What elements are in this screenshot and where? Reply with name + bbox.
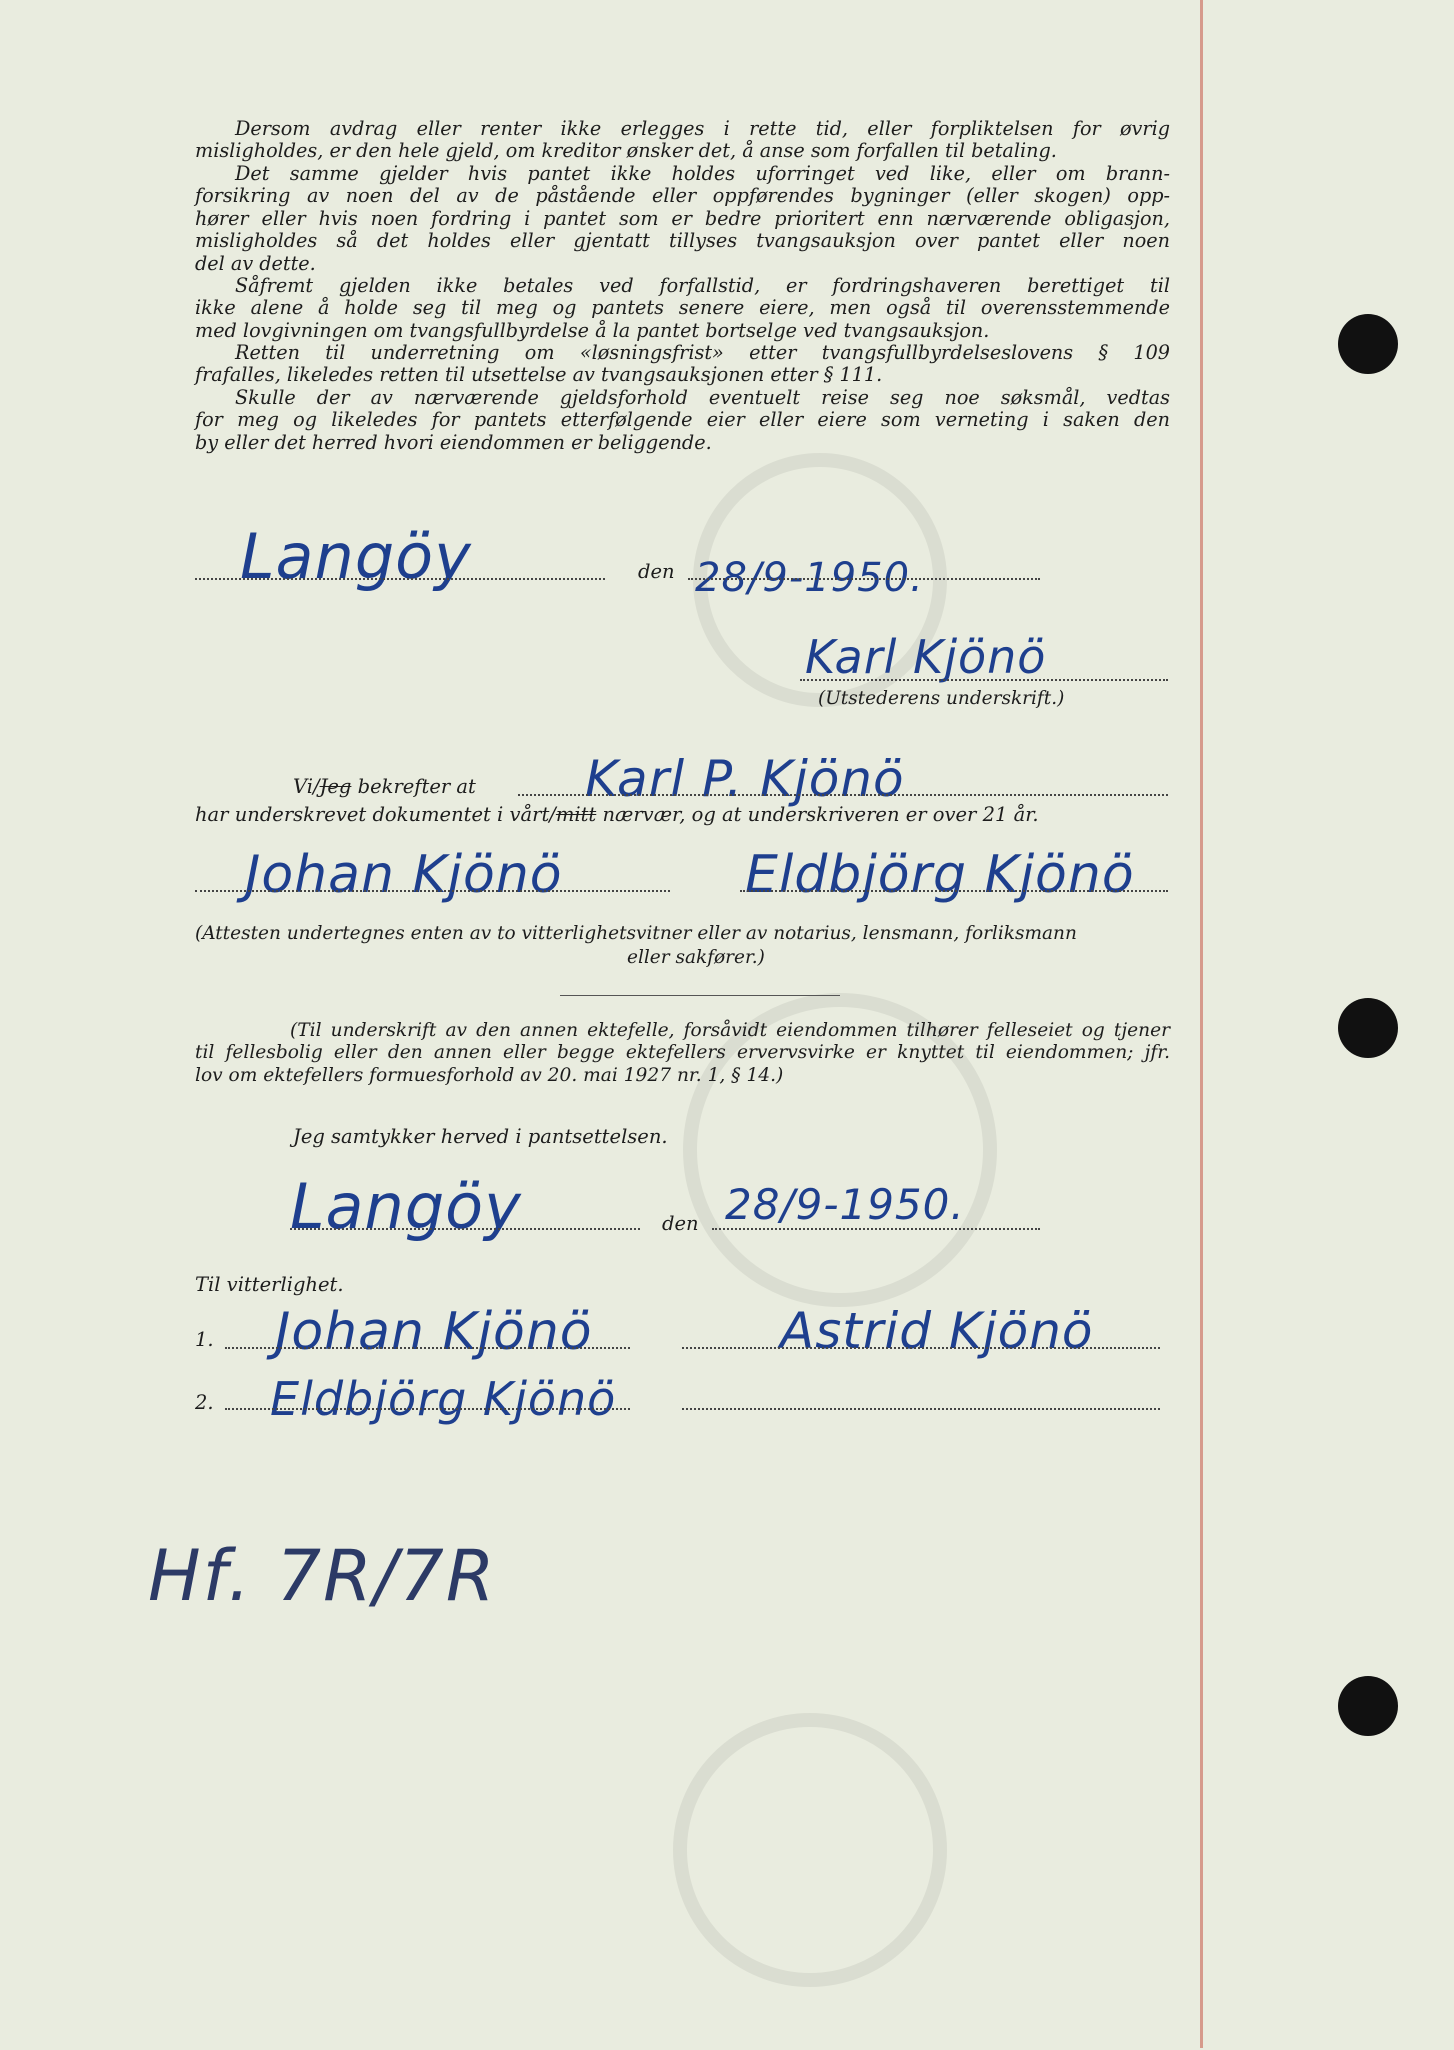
text-line: misligholdes så det holdes eller gjentatt tillyses tvangsauksjon over pantet eller noen — [195, 229, 1170, 253]
paragraph-default — [195, 118, 1170, 163]
til-vitterlighet-label: Til vitterlighet. — [195, 1273, 344, 1296]
vi-label: Vi — [293, 775, 313, 798]
witness-intro: Vi/Jeg bekrefter at — [293, 775, 476, 798]
issuer-signature: Karl Kjönö — [805, 630, 1047, 684]
consent-witness-blank-dotted-line — [682, 1408, 1160, 1410]
issuer-date-handwritten: 28/9-1950. — [695, 555, 924, 601]
punch-hole-middle — [1338, 998, 1398, 1058]
text-line: misligholdes, er den hele gjeld, om kreditor ønsker det, å anse som forfallen til betaling. — [195, 139, 1057, 163]
text-line: del av dette. — [195, 251, 316, 275]
consent-witness1-dotted-line — [225, 1347, 630, 1349]
section-separator — [560, 995, 840, 996]
text-line: ikke alene å holde seg til meg og pantets senere eiere, men også til overensstemmende — [195, 296, 1170, 320]
consent-witness2-dotted-line — [225, 1408, 630, 1410]
spouse-note — [195, 1020, 1170, 1087]
text-line: Såfremt gjelden ikke betales ved forfallstid, er fordringshaveren berettiget til — [235, 274, 1170, 297]
witness1-signature: Johan Kjönö — [245, 845, 563, 905]
consent-text: Jeg samtykker herved i pantsettelsen. — [293, 1125, 668, 1148]
consent-den-label: den — [662, 1212, 699, 1235]
paragraph-security-condition — [195, 163, 1170, 275]
signature-dotted-line — [800, 679, 1168, 681]
text-line: forsikring av noen del av de påstående eller oppførendes bygninger (eller skogen) opp- — [195, 184, 1170, 208]
witness2-dotted-line — [740, 890, 1168, 892]
attest-note-line2: eller sakfører.) — [627, 947, 765, 968]
text-line: Dersom avdrag eller renter ikke erlegges i rette tid, eller forpliktelsen for øvrig — [235, 117, 1170, 140]
text-line: hører eller hvis noen fordring i pantet som er bedre prioritert enn nærværende obligasjon, — [195, 206, 1170, 230]
consent-date-handwritten: 28/9-1950. — [725, 1180, 965, 1229]
witness2-signature: Eldbjörg Kjönö — [745, 845, 1135, 905]
consent-place-dotted-line — [290, 1228, 640, 1230]
text-line: (Til underskrift av den annen ektefelle, forsåvidt eiendommen tilhører felleseiet og tjener — [290, 1020, 1170, 1041]
text-line: frafalles, likeledes retten til utsettelse av tvangsauksjonen etter § 111. — [195, 363, 883, 387]
punch-hole-top — [1338, 314, 1398, 374]
bekrefter-label: bekrefter at — [357, 775, 476, 798]
attest-text-part1: har underskrevet dokumentet i vårt/ — [195, 803, 556, 826]
attested-name-dotted-line — [518, 794, 1168, 796]
attest-text-part2: nærvær, og at underskriveren er over 21 år. — [596, 803, 1039, 826]
den-label: den — [638, 560, 675, 583]
text-line: til fellesbolig eller den annen eller begge ektefellers ervervsvirke er knyttet til eiendommen; jfr. — [195, 1042, 1170, 1064]
date-dotted-line — [688, 578, 1040, 580]
paragraph-forced-sale — [195, 275, 1170, 342]
issuer-place-handwritten: Langöy — [240, 520, 472, 593]
margin-rule — [1200, 0, 1203, 2048]
punch-hole-bottom — [1338, 1676, 1398, 1736]
paragraph-venue — [195, 387, 1170, 454]
attest-note-line1: (Attesten undertegnes enten av to vitterlighetsvitner eller av notarius, lensmann, forliksmann — [195, 923, 1077, 944]
paragraph-redemption — [195, 342, 1170, 387]
signature-caption: (Utstederens underskrift.) — [818, 688, 1065, 709]
place-dotted-line — [195, 578, 605, 580]
consent-witness2-signature: Eldbjörg Kjönö — [270, 1372, 617, 1426]
spouse-signature: Astrid Kjönö — [780, 1302, 1094, 1360]
attest-sentence — [195, 803, 1039, 826]
text-line: lov om ektefellers formuesforhold av 20. mai 1927 nr. 1, § 14.) — [195, 1064, 784, 1086]
witness1-dotted-line — [195, 890, 670, 892]
witness-number-1: 1. — [195, 1328, 214, 1351]
text-line: Det samme gjelder hvis pantet ikke holdes uforringet ved like, eller om brann- — [235, 162, 1170, 185]
attest-text-struck: mitt — [555, 803, 597, 826]
witness-number-2: 2. — [195, 1391, 214, 1414]
text-line: med lovgivningen om tvangsfullbyrdelse å la pantet bortselge ved tvangsauksjon. — [195, 318, 990, 342]
text-line: Retten til underretning om «løsningsfrist» etter tvangsfullbyrdelseslovens § 109 — [235, 341, 1170, 364]
text-line: Skulle der av nærværende gjeldsforhold eventuelt reise seg noe søksmål, vedtas — [235, 386, 1170, 409]
text-line: for meg og likeledes for pantets etterfølgende eier eller eiere som verneting i saken den — [195, 408, 1170, 432]
spouse-dotted-line — [682, 1347, 1160, 1349]
consent-place-handwritten: Langöy — [290, 1170, 522, 1243]
attested-name-handwritten: Karl P. Kjönö — [585, 750, 905, 808]
consent-witness1-signature: Johan Kjönö — [275, 1302, 593, 1362]
jeg-label-struck: Jeg — [319, 775, 352, 798]
consent-date-dotted-line — [712, 1228, 1040, 1230]
margin-annotation-handwritten: Hf. 7R/7R — [148, 1535, 497, 1617]
text-line: by eller det herred hvori eiendommen er beliggende. — [195, 430, 712, 454]
bleed-through-watermark — [640, 250, 1160, 2050]
